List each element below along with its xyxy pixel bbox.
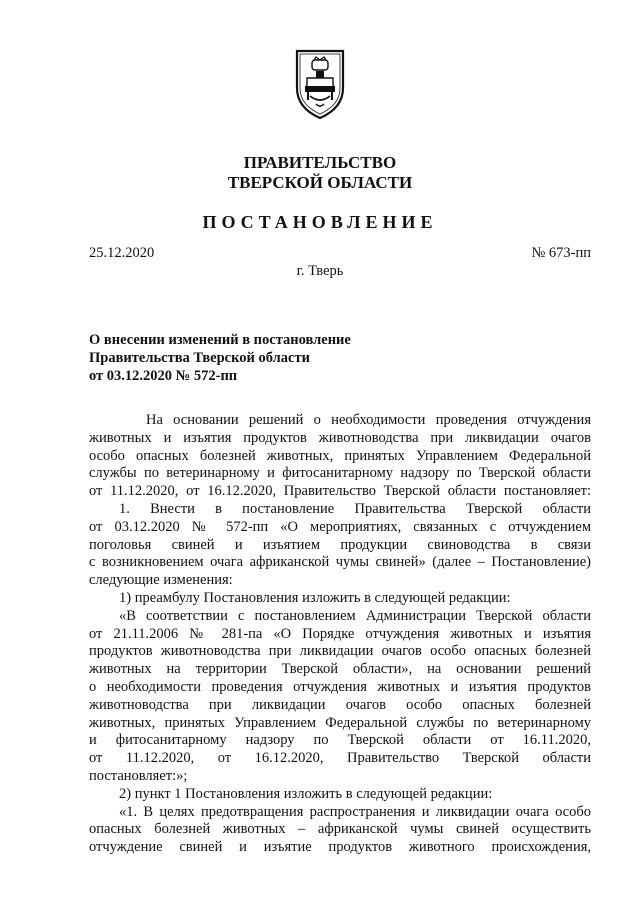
body-line: и фитосанитарному надзору по Тверской области от 16.11.2020,: [89, 732, 591, 749]
subject-line: от 03.12.2020 № 572-пп: [89, 368, 238, 384]
document-number: № 673-пп: [531, 245, 591, 261]
subject-line: Правительства Тверской области: [89, 350, 310, 366]
body-line: опасных болезней животных – африканской чумы свиней осуществить: [89, 821, 591, 838]
body-line: 2) пункт 1 Постановления изложить в следующей редакции:: [119, 785, 493, 802]
government-title-line2: ТВЕРСКОЙ ОБЛАСТИ: [227, 173, 413, 192]
body-line: следующие изменения:: [89, 572, 233, 589]
body-line: животных, принятых Управлением Федеральной службы по ветеринарному: [89, 714, 591, 731]
body-line: На основании решений о необходимости проведения отчуждения: [146, 412, 591, 428]
body-line: о необходимости проведения отчуждения животных и изъятия продуктов: [89, 678, 591, 695]
body-line: животных на территории Тверской области», на основании решений: [89, 661, 591, 678]
body-line: от 03.12.2020 № 572-пп «О мероприятиях, связанных с отчуждением: [89, 518, 591, 535]
document-type-heading: ПОСТАНОВЛЕНИЕ: [202, 212, 438, 232]
body-line: 1. Внести в постановление Правительства Тверской области: [119, 500, 591, 517]
body-line: особо опасных болезней животных, принятых Управлением Федеральной: [89, 447, 591, 464]
body-line: «1. В целях предотвращения распространения и ликвидации очага особо: [119, 803, 591, 820]
body-line: постановляет:»;: [89, 767, 188, 784]
body-line: 1) преамбулу Постановления изложить в следующей редакции:: [119, 589, 511, 606]
body-line: службы по ветеринарному и фитосанитарному надзору по Тверской области: [89, 465, 591, 482]
subject-line: О внесении изменений в постановление: [89, 332, 351, 348]
body-line: от 11.12.2020, от 16.12.2020, Правительство Тверской области постановляет:: [89, 483, 591, 500]
body-line: отчуждение свиней и изъятие продуктов животного происхождения,: [89, 839, 591, 856]
tver-coat-of-arms-icon: [294, 48, 346, 120]
body-line: от 21.11.2006 № 281-па «О Порядке отчуждения животных и изъятия: [89, 625, 591, 642]
body-line: с возникновением очага африканской чумы свиней» (далее – Постановление): [89, 554, 591, 571]
document-city: г. Тверь: [296, 263, 344, 279]
document-date: 25.12.2020: [89, 245, 155, 261]
document-body: [89, 412, 591, 857]
document-subject: [89, 331, 409, 385]
body-line: продуктов животноводства при ликвидации очагов особо опасных болезней: [89, 643, 591, 660]
body-line: животноводства при ликвидации очагов особо опасных болезней: [89, 696, 591, 713]
body-line: поголовья свиней и изъятием продукции свиноводства в связи: [89, 536, 591, 553]
body-line: «В соответствии с постановлением Администрации Тверской области: [119, 607, 591, 624]
body-line: животных и изъятия продуктов животноводства при ликвидации очагов: [89, 429, 591, 446]
body-line: от 11.12.2020, от 16.12.2020, Правительство Тверской области: [89, 750, 591, 767]
government-title-line1: ПРАВИТЕЛЬСТВО: [243, 153, 397, 172]
